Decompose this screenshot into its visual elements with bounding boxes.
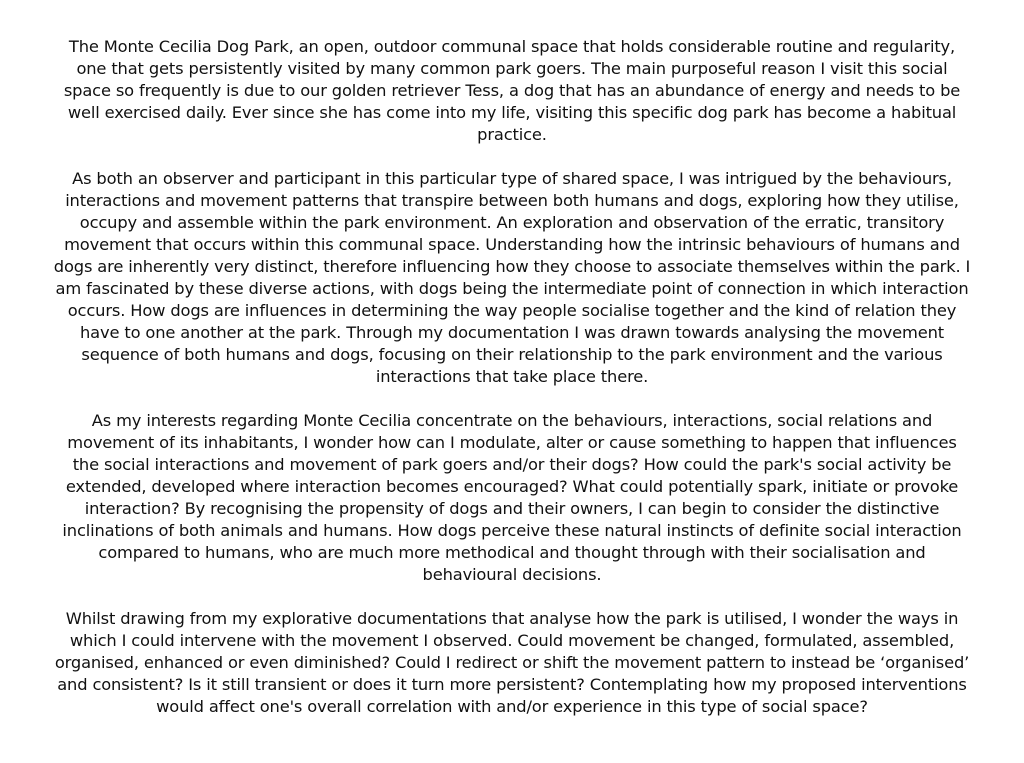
paragraph-dog-park-intro: The Monte Cecilia Dog Park, an open, outdoor communal space that holds considerable routine and regularity, one that gets persistently visited by many common park goers. The main purposeful reason I visit this social space so frequently is due to our golden retriever Tess, a dog that has an abundance of energy and needs to be well exercised daily. Ever since she has come into my life, visiting this specific dog park has become a habitual practice. <box>63 37 961 144</box>
paragraph-observer-participant: As both an observer and participant in this particular type of shared space, I was intrigued by the behaviours, interactions and movement patterns that transpire between both humans and dogs, exploring how they utilise, occupy and assemble within the park environment. An exploration and observation of the erratic, transitory movement that occurs within this communal space. Understanding how the intrinsic behaviours of humans and dogs are inherently very distinct, therefore influencing how they choose to associate themselves within the park. I am fascinated by these diverse actions, with dogs being the intermediate point of connection in which interaction occurs. How dogs are influences in determining the way people socialise together and the kind of relation they have to one another at the park. Through my documentation I was drawn towards analysing the movement sequence of both humans and dogs, focusing on their relationship to the park environment and the various interactions that take place there. <box>53 169 971 386</box>
paragraph-interests-questions: As my interests regarding Monte Cecilia concentrate on the behaviours, interactions, social relations and movement of its inhabitants, I wonder how can I modulate, alter or cause something to happen that influences the social interactions and movement of park goers and/or their dogs? How could the park's social activity be extended, developed where interaction becomes encouraged? What could potentially spark, initiate or provoke interaction? By recognising the propensity of dogs and their owners, I can begin to consider the distinctive inclinations of both animals and humans. How dogs perceive these natural instincts of definite social interaction compared to humans, who are much more methodical and thought through with their socialisation and behavioural decisions. <box>62 411 962 584</box>
paragraph-intervention-questions: Whilst drawing from my explorative documentations that analyse how the park is utilised, I wonder the ways in which I could intervene with the movement I observed. Could movement be changed, formulated, assembled, organised, enhanced or even diminished? Could I redirect or shift the movement pattern to instead be ‘organised’ and consistent? Is it still transient or does it turn more persistent? Contemplating how my proposed interventions would affect one's overall correlation with and/or experience in this type of social space? <box>54 609 970 716</box>
document-body <box>0 36 1024 718</box>
